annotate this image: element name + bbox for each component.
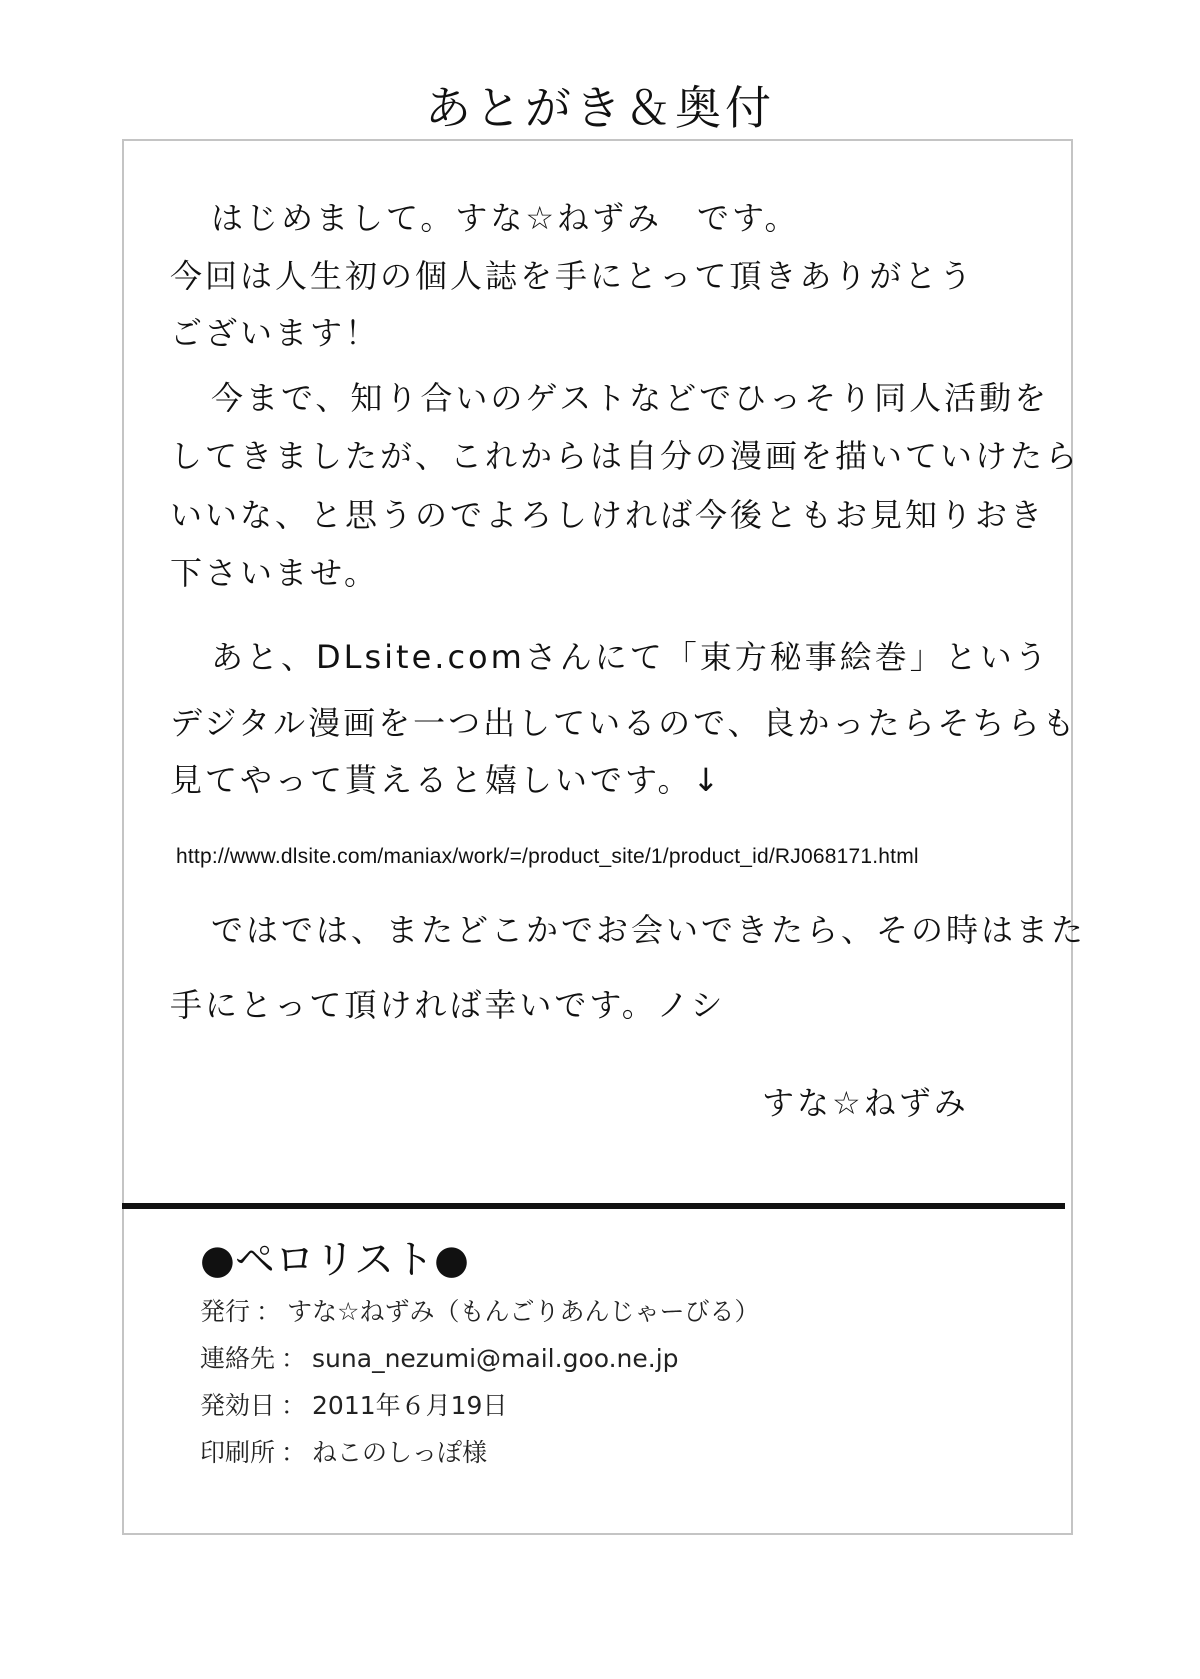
colophon-label: 印刷所 xyxy=(200,1438,276,1467)
afterword-line: 見てやって貰えると嬉しいです。↓ xyxy=(170,761,723,799)
afterword-line: デジタル漫画を一つ出しているので、良かったらそちらも xyxy=(170,704,1078,742)
colophon-separator: ： xyxy=(281,1391,307,1420)
afterword-line: 今回は人生初の個人誌を手にとって頂きありがとう xyxy=(170,257,975,295)
dlsite-url: http://www.dlsite.com/maniax/work/=/product_site/1/product_id/RJ068171.html xyxy=(176,845,919,868)
afterword-line: ではでは、またどこかでお会いできたら、その時はまた xyxy=(176,911,1087,949)
colophon-row-date xyxy=(200,1389,507,1423)
colophon-value: すな☆ねずみ（もんごりあんじゃーびる） xyxy=(287,1297,760,1326)
colophon-value: suna_nezumi@mail.goo.ne.jp xyxy=(312,1344,679,1373)
colophon-separator: ： xyxy=(281,1344,307,1373)
colophon-row-contact xyxy=(200,1342,679,1376)
colophon-separator: ： xyxy=(256,1297,282,1326)
colophon-value: 2011年６月19日 xyxy=(312,1391,508,1420)
page-title-text: あとがき＆奥付 xyxy=(415,81,785,135)
afterword-line: あと、DLsite.comさんにて「東方秘事絵巻」という xyxy=(176,638,1050,676)
afterword-line: 手にとって頂ければ幸いです。ノシ xyxy=(170,986,726,1024)
colophon-label: 発効日 xyxy=(200,1391,276,1420)
afterword-line: ございます！ xyxy=(170,314,381,352)
section-divider xyxy=(122,1203,1065,1209)
afterword-line: 下さいませ。 xyxy=(170,554,380,592)
afterword-line: はじめまして。すな☆ねずみ です。 xyxy=(176,199,800,237)
colophon-label: 発行 xyxy=(200,1297,251,1326)
page-title xyxy=(0,78,1200,138)
colophon-value: ねこのしっぽ様 xyxy=(312,1438,488,1467)
author-signature: すな☆ねずみ xyxy=(762,1084,969,1122)
colophon-title: ●ペロリスト● xyxy=(200,1237,470,1283)
colophon-label: 連絡先 xyxy=(200,1344,276,1373)
afterword-line: いいな、と思うのでよろしければ今後ともお見知りおき xyxy=(170,496,1046,534)
colophon-separator: ： xyxy=(281,1438,307,1467)
colophon-row-printer xyxy=(200,1436,487,1470)
afterword-line: 今まで、知り合いのゲストなどでひっそり同人活動を xyxy=(176,379,1050,417)
colophon-row-publisher xyxy=(200,1295,759,1329)
afterword-line: してきましたが、これからは自分の漫画を描いていけたら xyxy=(170,437,1081,475)
